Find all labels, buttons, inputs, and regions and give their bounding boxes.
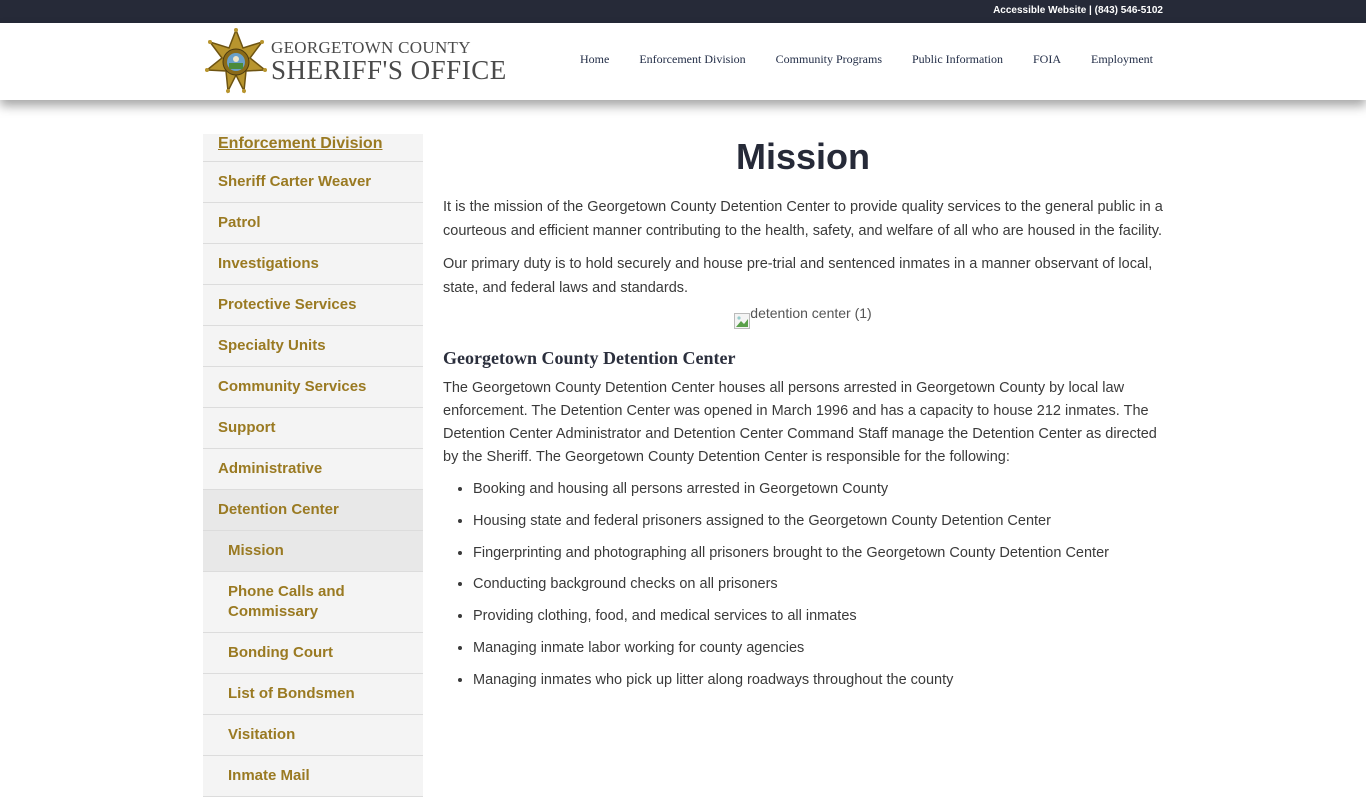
accessible-website-phone-link[interactable]: Accessible Website | (843) 546-5102: [993, 5, 1163, 16]
sidebar-item-support[interactable]: Support: [203, 408, 423, 449]
sidebar-item-investigations[interactable]: Investigations: [203, 244, 423, 285]
sidebar-item-community-services[interactable]: Community Services: [203, 367, 423, 408]
list-item: • Fingerprinting and photographing all prisoners brought to the Georgetown County Detention Center: [473, 543, 1163, 563]
sidebar-item-specialty-units[interactable]: Specialty Units: [203, 326, 423, 367]
sidebar-nav: [203, 134, 423, 797]
nav-community-programs[interactable]: Community Programs: [775, 52, 882, 66]
main-nav: [550, 52, 1153, 67]
nav-foia[interactable]: FOIA: [1032, 52, 1061, 66]
sidebar-item-patrol[interactable]: Patrol: [203, 203, 423, 244]
top-bar: [0, 0, 1366, 23]
site-header: [0, 23, 1366, 100]
nav-enforcement-division[interactable]: Enforcement Division: [639, 52, 746, 66]
detention-center-description: The Georgetown County Detention Center houses all persons arrested in Georgetown County by local law enforcement. The Detention Center was opened in March 1996 and has a capacity to house 212 inmates. The Detention Center Administrator and Detention Center Command Staff manage the Detention Center as directed by the Sheriff. The Georgetown County Detention Center is responsible for the following:: [443, 380, 1157, 465]
page-title: Mission: [735, 136, 870, 177]
list-item: • Managing inmate labor working for county agencies: [473, 638, 1163, 658]
sidebar-item-sheriff-carter-weaver[interactable]: Sheriff Carter Weaver: [203, 162, 423, 203]
sidebar-subitem-inmate-mail[interactable]: Inmate Mail: [203, 756, 423, 797]
list-item: • Managing inmates who pick up litter along roadways throughout the county: [473, 670, 1163, 690]
sidebar-item-detention-center[interactable]: Detention Center: [203, 490, 423, 531]
main-content: [443, 134, 1163, 702]
sidebar-heading-enforcement-division[interactable]: Enforcement Division: [203, 134, 423, 162]
logo-line-office: SHERIFF'S OFFICE: [271, 54, 507, 85]
detention-center-image: [443, 305, 1163, 336]
sidebar-subitem-list-of-bondsmen[interactable]: List of Bondsmen: [203, 674, 423, 715]
nav-public-information[interactable]: Public Information: [912, 52, 1003, 66]
list-item: • Booking and housing all persons arrested in Georgetown County: [473, 479, 1163, 499]
broken-image-icon: [734, 313, 750, 329]
sidebar-subitem-mission[interactable]: Mission: [203, 531, 423, 572]
duty-paragraph: Our primary duty is to hold securely and house pre-trial and sentenced inmates in a manner observant of local, state, and federal laws and standards.: [443, 256, 1153, 296]
sheriff-star-badge-icon: [203, 28, 269, 94]
list-item: • Housing state and federal prisoners assigned to the Georgetown County Detention Center: [473, 511, 1163, 531]
nav-employment[interactable]: Employment: [1091, 52, 1153, 66]
sidebar-subitem-bonding-court[interactable]: Bonding Court: [203, 633, 423, 674]
logo-line-county: GEORGETOWN COUNTY: [271, 37, 471, 57]
site-logo[interactable]: [203, 27, 508, 95]
sidebar-subitem-visitation[interactable]: Visitation: [203, 715, 423, 756]
nav-home[interactable]: Home: [580, 52, 610, 66]
image-alt-text: detention center (1): [750, 305, 872, 321]
list-item: • Providing clothing, food, and medical services to all inmates: [473, 606, 1163, 626]
sidebar-subitem-phone-calls-commissary[interactable]: Phone Calls and Commissary: [203, 572, 423, 633]
sidebar-item-administrative[interactable]: Administrative: [203, 449, 423, 490]
mission-paragraph: It is the mission of the Georgetown County Detention Center to provide quality services to the general public in a courteous and efficient manner contributing to the health, safety, and welfare of all who are housed in the facility.: [443, 199, 1163, 239]
section-title: Georgetown County Detention Center: [443, 348, 736, 368]
list-item: • Conducting background checks on all prisoners: [473, 574, 1163, 594]
responsibilities-list: [443, 479, 1163, 690]
sidebar-item-protective-services[interactable]: Protective Services: [203, 285, 423, 326]
